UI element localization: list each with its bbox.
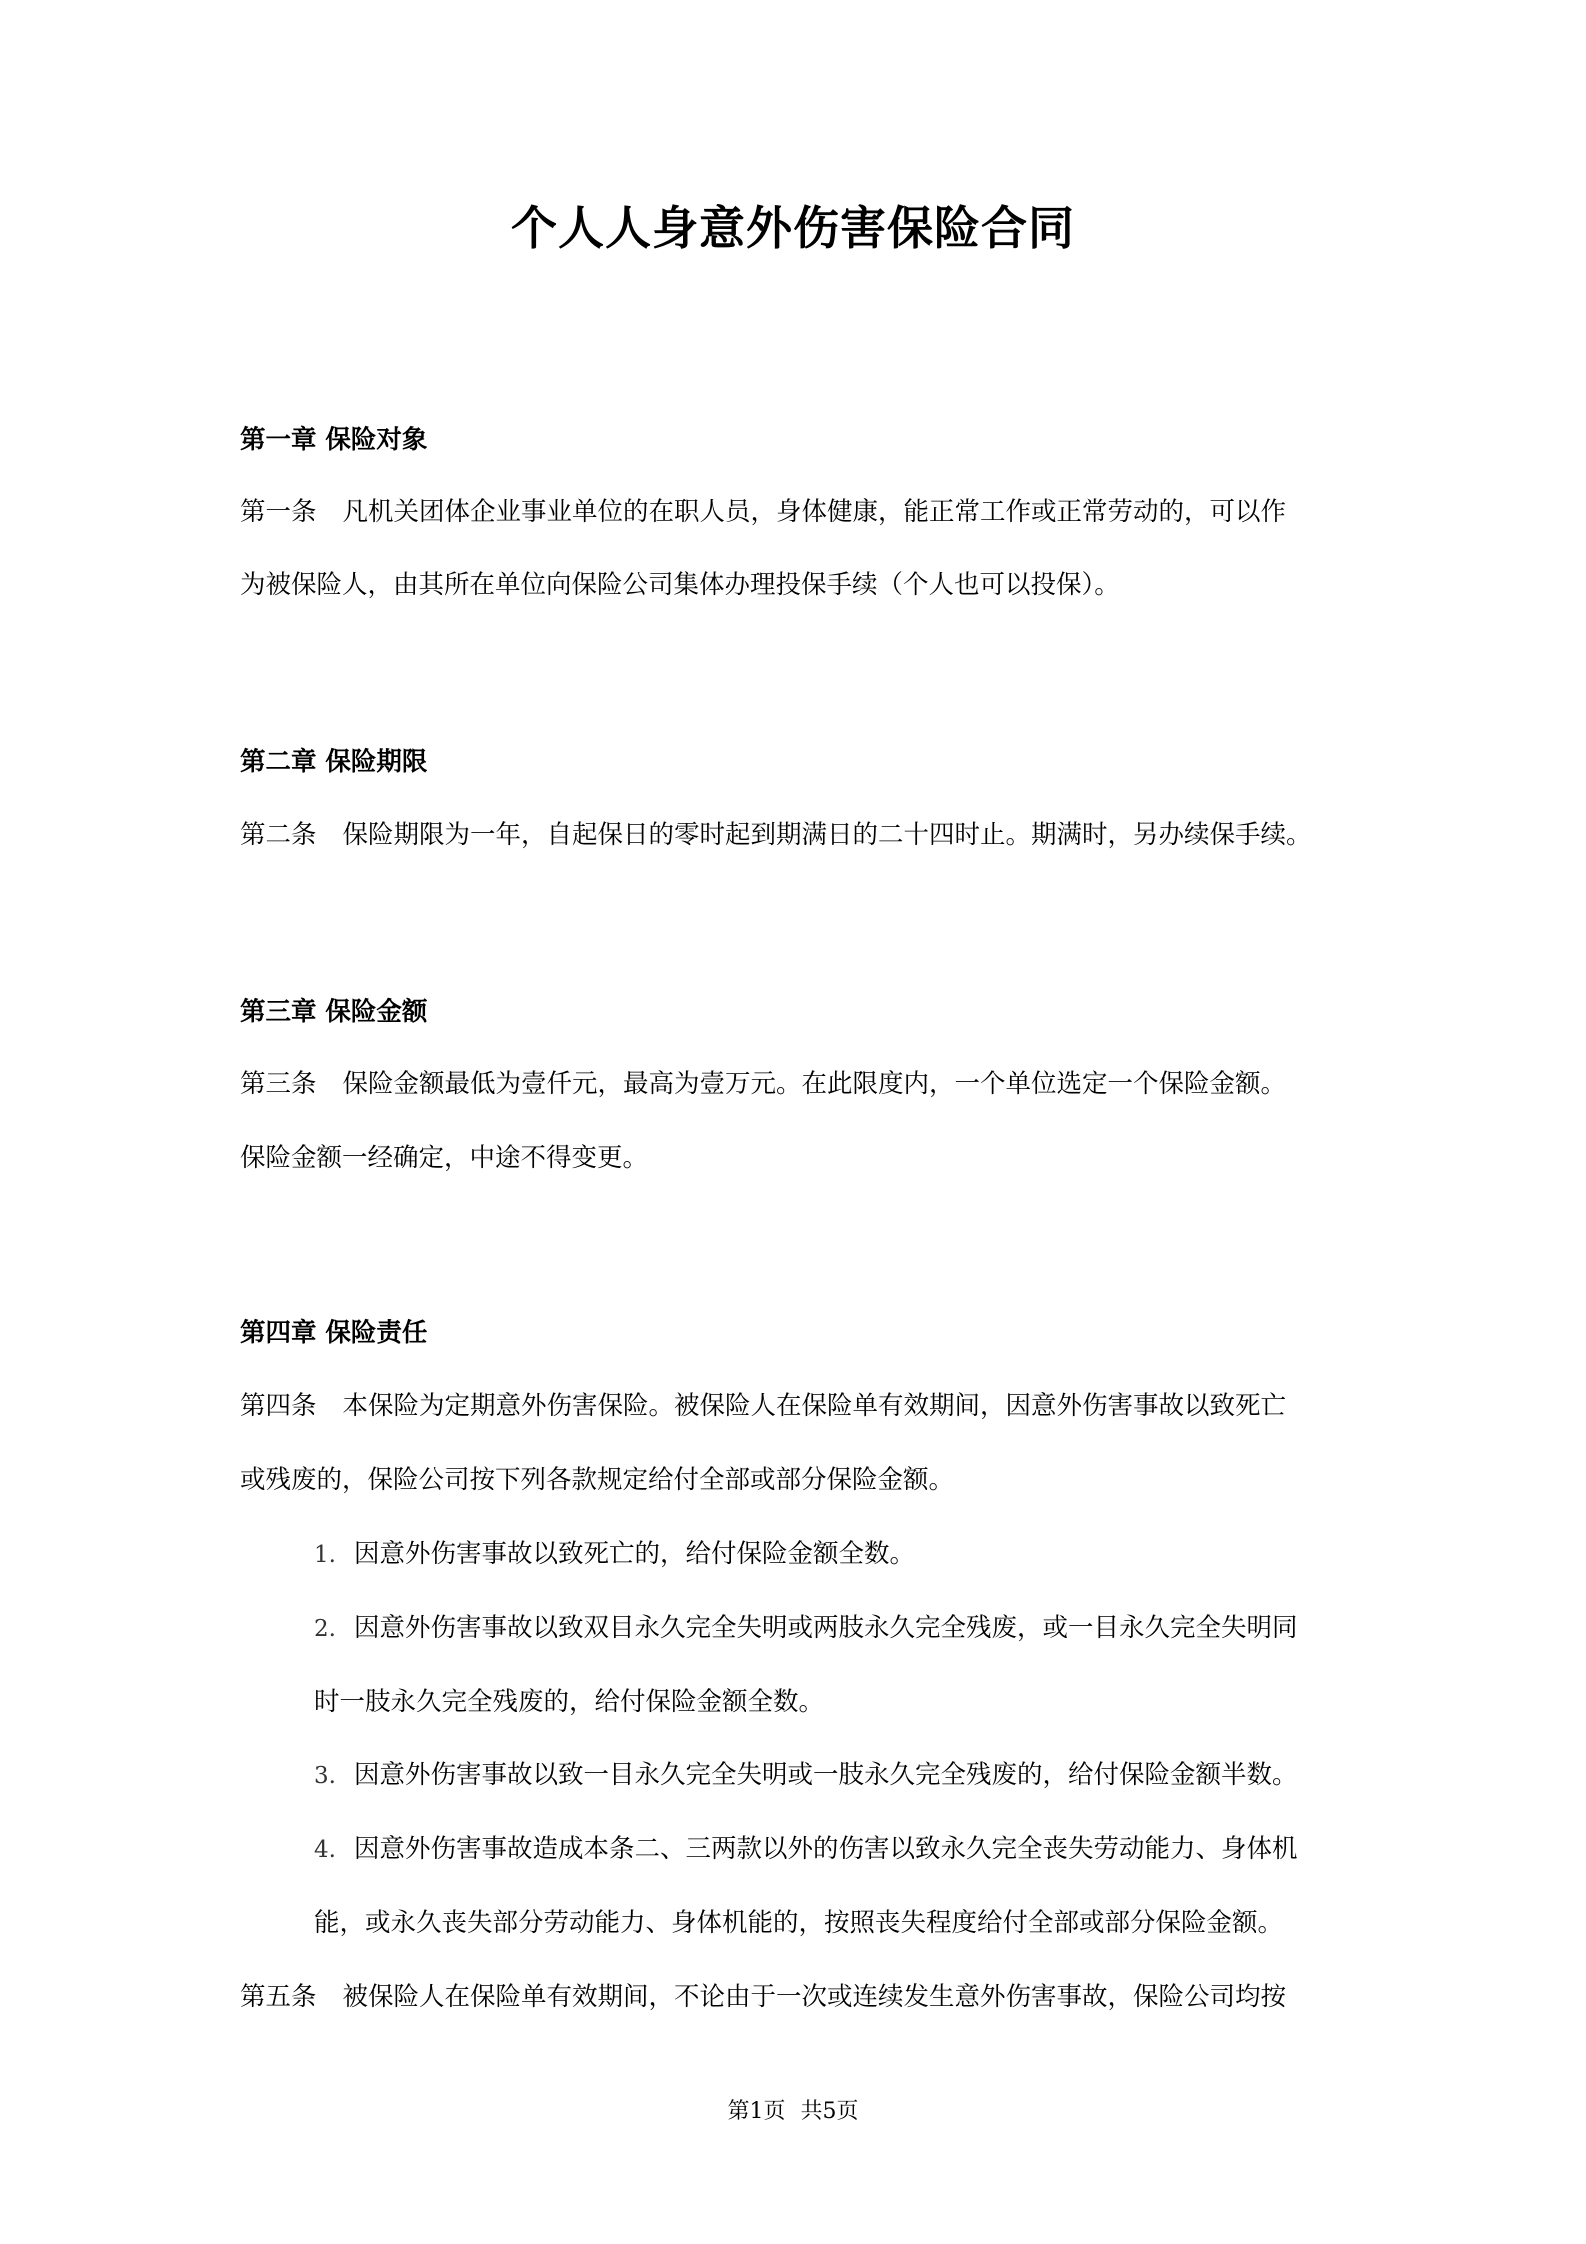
list-item-text: 因意外伤害事故以致一目永久完全失明或一肢永久完全残废的，给付保险金额半数。 [353, 1760, 1298, 1790]
page-number-total: 共5页 [800, 2099, 859, 2124]
article-text-continued: 保险金额一经确定，中途不得变更。 [240, 1143, 649, 1173]
chapter-heading: 第一章 保险对象 [240, 425, 428, 455]
article-text-continued: 为被保险人，由其所在单位向保险公司集体办理投保手续（个人也可以投保）。 [240, 570, 1120, 600]
list-item [314, 1755, 1297, 1796]
article-label: 第一条 [240, 497, 317, 527]
document-title: 个人人身意外伤害保险合同 [511, 201, 1075, 255]
page-number-current: 第1页 [727, 2099, 786, 2124]
list-item-text: 因意外伤害事故以致双目永久完全失明或两肢永久完全残废，或一目永久完全失明同 [353, 1613, 1298, 1643]
article-line [240, 815, 1312, 855]
article-line [240, 492, 1286, 532]
page-footer [0, 2096, 1586, 2128]
chapter-heading: 第三章 保险金额 [240, 997, 428, 1027]
article-text: 被保险人在保险单有效期间，不论由于一次或连续发生意外伤害事故，保险公司均按 [342, 1982, 1287, 2012]
article-label: 第四条 [240, 1391, 317, 1421]
list-item-number: 1. [314, 1542, 336, 1568]
article-text: 凡机关团体企业事业单位的在职人员，身体健康，能正常工作或正常劳动的，可以作 [342, 497, 1287, 527]
list-item [314, 1829, 1297, 1870]
chapter-heading: 第二章 保险期限 [240, 747, 428, 777]
list-item-text-continued: 能，或永久丧失部分劳动能力、身体机能的，按照丧失程度给付全部或部分保险金额。 [314, 1908, 1284, 1938]
chapter-heading: 第四章 保险责任 [240, 1318, 428, 1348]
article-line [240, 1386, 1286, 1426]
article-line [240, 1064, 1286, 1104]
article-text: 保险金额最低为壹仟元，最高为壹万元。在此限度内，一个单位选定一个保险金额。 [342, 1069, 1287, 1099]
article-text: 本保险为定期意外伤害保险。被保险人在保险单有效期间，因意外伤害事故以致死亡 [342, 1391, 1287, 1421]
article-label: 第三条 [240, 1069, 317, 1099]
list-item-number: 2. [314, 1616, 336, 1642]
article-label: 第二条 [240, 820, 317, 850]
article-text-continued: 或残废的，保险公司按下列各款规定给付全部或部分保险金额。 [240, 1465, 955, 1495]
list-item [314, 1534, 915, 1575]
list-item-text: 因意外伤害事故造成本条二、三两款以外的伤害以致永久完全丧失劳动能力、身体机 [353, 1834, 1298, 1864]
list-item-number: 3. [314, 1763, 336, 1789]
list-item-text: 因意外伤害事故以致死亡的，给付保险金额全数。 [353, 1539, 915, 1569]
article-line [240, 1977, 1286, 2017]
list-item-text-continued: 时一肢永久完全残废的，给付保险金额全数。 [314, 1687, 825, 1717]
article-text: 保险期限为一年，自起保日的零时起到期满日的二十四时止。期满时，另办续保手续。 [342, 820, 1312, 850]
list-item-number: 4. [314, 1837, 336, 1863]
article-label: 第五条 [240, 1982, 317, 2012]
list-item [314, 1608, 1297, 1649]
